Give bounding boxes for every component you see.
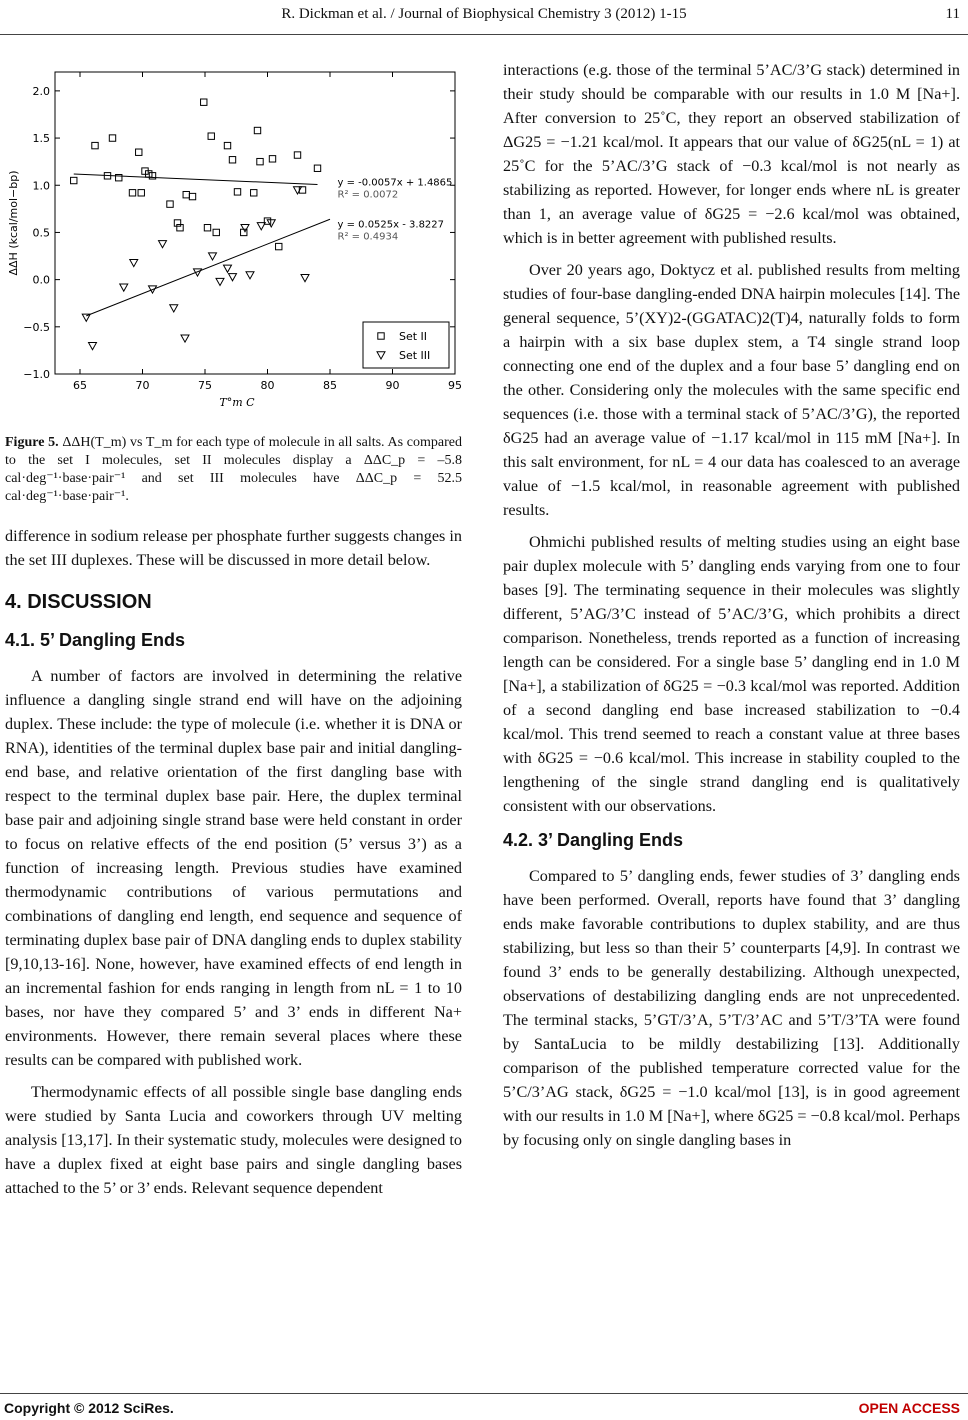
page-number: 11 [945,6,960,22]
caption-label: Figure 5. [5,435,59,450]
paragraph: A number of factors are involved in determining the relative influence a dangling single strand end will have on the adjoining duplex. These include: the type of molecule (i.e. whether it is DNA or RNA), identities of the terminal duplex base pair and initial dangling-end base, and relative orientation of the first dangling base with respect to the terminal duplex base pair. Here, the duplex terminal base pair and adjoining single strand base were held constant in order to focus on relative effects of the end position (5’ versus 3’) as a function of increasing length. Previous studies have examined thermodynamic contributions of various permutations and combinations of dangling end length, end sequence and sequence of terminating duplex base pair of DNA dangling ends to duplex stability [9,10,13-16]. None, however, have examined effects of end length in an incremental fashion for ends ranging in length from nL = 1 to 10 bases, nor have they compared 5’ and 3’ ends in different Na+ environments. However, there remain several places where these results can be compared with published work. [5,667,462,1069]
trendline-set-iii [86,219,330,316]
y-tick-label: 0.0 [32,273,50,287]
data-point-set-ii [183,191,189,197]
data-point-set-iii [301,275,309,282]
data-point-set-ii [204,225,210,231]
data-point-set-ii [208,133,214,139]
data-point-set-ii [251,190,257,196]
data-point-set-iii [170,305,178,312]
data-point-set-iii [267,220,275,227]
data-point-set-iii [89,342,97,349]
y-tick-label: −0.5 [23,320,50,334]
paragraph-continued: difference in sodium release per phosphate further suggests changes in the set III duplexes. These will be discussed in more detail below. [5,527,462,569]
paragraph: Thermodynamic effects of all possible single base dangling ends were studied by Santa Lucia and coworkers through UV melting analysis [13,17]. In their systematic study, molecules were designed to have a duplex fixed at eight base pairs and single dangling bases attached to the 5’ or 3’ ends. Relevant sequence dependent [5,1083,462,1197]
data-point-set-ii [201,99,207,105]
running-title: R. Dickman et al. / Journal of Biophysical Chemistry 3 (2012) 1-15 [281,6,687,22]
data-point-set-ii [92,142,98,148]
figure-caption [5,434,462,506]
data-point-set-ii [174,220,180,226]
data-point-set-ii [276,243,282,249]
subsection-heading-5-dangling: 4.1. 5’ Dangling Ends [5,630,186,650]
copyright-notice: Copyright © 2012 SciRes. [4,1400,174,1416]
data-point-set-iii [130,259,138,266]
data-point-set-ii [71,177,77,183]
x-tick-label: 85 [323,379,337,392]
x-tick-label: 75 [198,379,212,392]
data-point-set-iii [241,225,249,232]
caption-text: ΔΔH(T_m) vs T_m for each type of molecule in all salts. As compared to the set I molecules, set II molecules display a ΔΔC_p = –5.8 cal·deg⁻¹·base·pair⁻¹ and set III molecules have ΔΔC_p = 52.5 cal·deg⁻¹·base·pair⁻¹. [5,435,462,504]
data-point-set-ii [167,201,173,207]
section-heading-discussion: 4. DISCUSSION [5,591,152,613]
data-point-set-ii [138,190,144,196]
y-axis-label: ΔΔH (kcal/mol−bp) [7,170,20,276]
fit-r-squared: R² = 0.0072 [337,189,399,201]
legend-label-set-iii: Set III [399,349,431,362]
data-point-set-ii [213,229,219,235]
paragraph: Over 20 years ago, Doktycz et al. published results from melting studies of four-base dangling-ended DNA hairpin molecules [14]. The general sequence, 5’(XY)2-(GGATAC)2(T)4, naturally folds to form a hairpin with a six base duplex stem, a T4 single strand loop connecting one end of the duplex and a four base 5’ dangling end on the other. Considering only the molecules with the same specific end sequences (i.e. those with a terminal stack of 5’AC/3’G), the reported δG25 had an average value of −1.17 kcal/mol in 115 mM [Na+]. In this salt environment, for nL = 4 our data has coalesced to an average value of −1.5 kcal/mol, in reasonable agreement with published results. [503,261,960,519]
data-point-set-ii [149,173,155,179]
fit-r-squared: R² = 0.4934 [337,231,399,243]
figure-5-chart [5,58,462,428]
data-point-set-ii [254,127,260,133]
data-point-set-ii [224,142,230,148]
data-point-set-iii [120,284,128,291]
data-point-set-ii [269,156,275,162]
left-column [5,58,462,1208]
x-axis-label: T°m C [219,396,255,409]
data-point-set-iii [159,241,167,248]
y-tick-label: 1.0 [32,179,50,193]
data-point-set-ii [177,225,183,231]
x-tick-label: 70 [135,379,150,392]
x-tick-label: 90 [385,379,400,392]
data-point-set-ii [234,189,240,195]
paragraph: Ohmichi published results of melting studies using an eight base pair duplex molecule with 5’ dangling ends varying from one to four bases [9]. The terminating sequence in their molecules was slightly different, 5’AG/3’C instead of 5’AC/3’G, which prohibits a direct comparison. Nonetheless, trends reported as a function of increasing length can be considered. For a single base 5’ dangling end in 1.0 M [Na+], a stabilization of δG25 = −0.3 kcal/mol was reported. Addition of a second dangling end base increased stabilization to −0.4 kcal/mol. This trend seemed to reach a constant value at three bases with δG25 = −0.6 kcal/mol. This increase in stability coupled to the lengthening of the single strand dangling end is qualitatively consistent with our observations. [503,533,960,815]
x-tick-label: 65 [73,379,87,392]
data-point-set-iii [209,253,217,260]
y-tick-label: −1.0 [23,368,50,381]
paragraph: Compared to 5’ dangling ends, fewer studies of 3’ dangling ends have been performed. Overall, reports have found that 3’ dangling ends make favorable contributions to duplex stability, and are thus stabilizing, but less so than their 5’ counterparts [4,9]. In contrast we found 3’ ends to be generally destabilizing. Although unexpected, observations of destabilizing dangling ends are not unprecedented. The terminal stacks, 5’GT/3’A, 5’T/3’AC and 5’T/3’TA were found by SantaLucia to be mildly destabilizing [13]. Additionally comparison of the published temperature corrected value for the 5’C/3’AG stack, δG25 = −1.0 kcal/mol [13], is in good agreement with our results in 1.0 M [Na+], where δG25 = −0.8 kcal/mol. Perhaps by focusing only on single dangling bases in [503,867,960,1149]
x-tick-label: 95 [448,379,462,392]
paragraph: interactions (e.g. those of the terminal 5’AC/3’G stack) determined in their study should be comparable with our results in 1.0 M [Na+]. After conversion to 25˚C, they report an observed stabilization of ΔG25 = −1.21 kcal/mol. It appears that our value of δG25(nL = 1) at 25˚C for the 5’AC/3’G stack of −0.3 kcal/mol is not nearly as stabilizing as reported. However, for longer ends where nL is greater than 1, an average value of δG25 = −2.6 kcal/mol was obtained, which is in better agreement with published results. [503,61,960,247]
legend-label-set-ii: Set II [399,330,428,343]
data-point-set-ii [189,193,195,199]
data-point-set-ii [129,190,135,196]
data-point-set-iii [224,265,232,272]
page-header [0,0,968,35]
x-tick-label: 80 [260,379,275,392]
data-point-set-ii [257,158,263,164]
right-column [503,58,960,1160]
data-point-set-ii [109,135,115,141]
data-point-set-iii [229,274,237,281]
subsection-heading-3-dangling: 4.2. 3’ Dangling Ends [503,830,684,850]
fit-equation: y = 0.0525x - 3.8227 [337,219,445,231]
data-point-set-ii [136,149,142,155]
y-tick-label: 2.0 [32,84,50,98]
data-point-set-iii [246,272,254,279]
data-point-set-ii [294,152,300,158]
fit-equation: y = -0.0057x + 1.4865 [337,177,453,189]
y-tick-label: 1.5 [32,132,50,146]
data-point-set-iii [216,278,224,285]
data-point-set-ii [314,165,320,171]
y-tick-label: 0.5 [32,226,50,240]
data-point-set-iii [181,335,189,342]
page-footer [0,1393,968,1420]
open-access-label: OPEN ACCESS [858,1400,960,1416]
data-point-set-ii [229,157,235,163]
